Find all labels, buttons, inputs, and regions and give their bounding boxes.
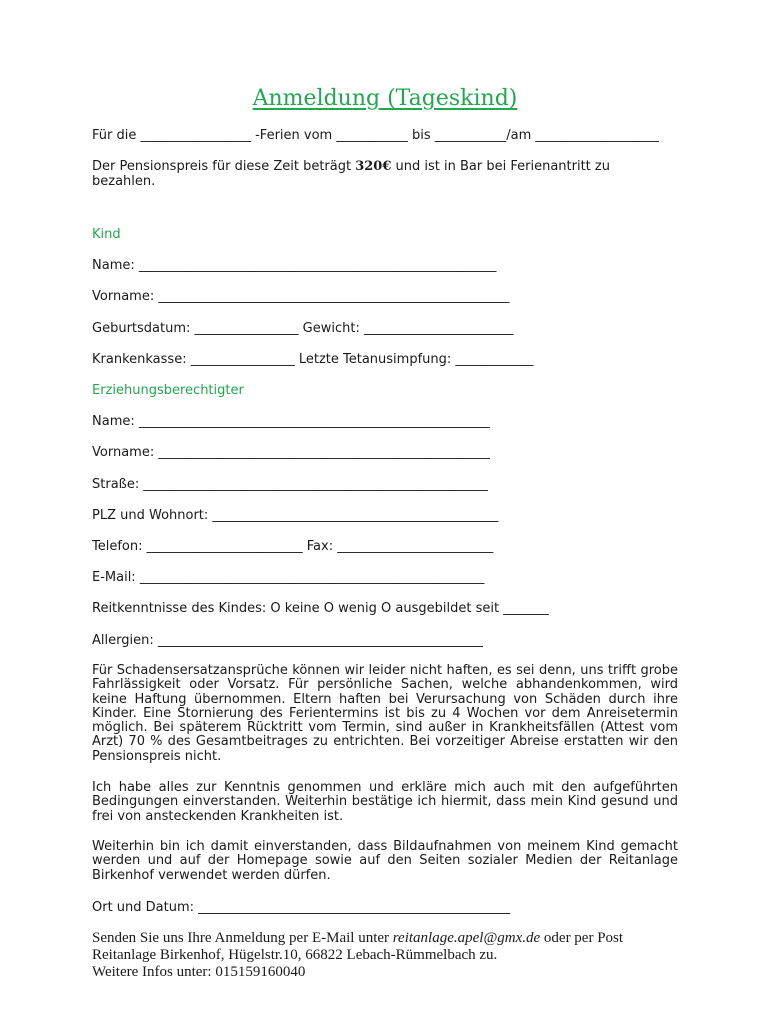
footer-line-1 [92,930,692,947]
ort-datum-field: Ort und Datum: ________________________________________________ [92,900,511,915]
child-name-field: Name: _______________________________________________________ [92,258,497,273]
price-line [92,159,610,174]
guardian-name-field: Name: ______________________________________________________ [92,414,490,429]
child-vorname-field: Vorname: ______________________________________________________ [92,289,510,304]
kenntnis-paragraph: Ich habe alles zur Kenntnis genommen und erkläre mich auch mit den aufgeführten Bedingungen einverstanden. Weiterhin bestätige ich hiermit, dass mein Kind gesund und frei von ansteckenden Krankheiten ist. [92,780,678,824]
reitkenntnisse-field: Reitkenntnisse des Kindes: O keine O wenig O ausgebildet seit _______ [92,601,549,616]
page-title: Anmeldung (Tageskind) [252,86,518,111]
haftung-paragraph: Für Schadensersatzansprüche können wir leider nicht haften, es sei denn, uns trifft grobe Fahrlässigkeit oder Vorsatz. Für persönliche Sachen, welche abhandenkommen, wird keine Haftung übernommen. Eltern haften bei Verursachung von Schäden durch ihre Kinder. Eine Stornierung des Ferientermins ist bis zu 4 Wochen vor dem Anreisetermin möglich. Bei späterem Rücktritt vom Termin, sind außer in Krankheitsfällen (Attest vom Arzt) 70 % des Gesamtbeitrages zu entrichten. Bei vorzeitiger Abreise erstatten wir den Pensionspreis nicht. [92,663,678,764]
footer-text-after: oder per Post [540,930,624,946]
price-amount: 320€ [355,159,392,174]
section-heading-child: Kind [92,227,121,242]
price-text-after: und ist in Bar bei Ferienantritt zu [391,159,610,174]
footer-email-link[interactable]: reitanlage.apel@gmx.de [392,930,541,946]
footer-text-before: Senden Sie uns Ihre Anmeldung per E-Mail unter [92,930,393,946]
footer-line-3: Weitere Infos unter: 015159160040 [92,964,306,980]
guardian-telefon-field: Telefon: ________________________ Fax: ________________________ [92,539,494,554]
footer-line-2: Reitanlage Birkenhof, Hügelstr.10, 66822 Lebach-Rümmelbach zu. [92,947,498,963]
period-line: Für die _________________ -Ferien vom ___________ bis ___________/am ___________________ [92,128,659,143]
guardian-strasse-field: Straße: _____________________________________________________ [92,477,488,492]
allergien-field: Allergien: __________________________________________________ [92,633,483,648]
guardian-email-field: E-Mail: _____________________________________________________ [92,570,485,585]
child-geburtsdatum-field: Geburtsdatum: ________________ Gewicht: _______________________ [92,321,514,336]
price-line-2: bezahlen. [92,174,156,189]
price-text-before: Der Pensionspreis für diese Zeit beträgt [92,159,356,174]
bildaufnahmen-paragraph: Weiterhin bin ich damit einverstanden, dass Bildaufnahmen von meinem Kind gemacht werden und auf der Homepage sowie auf den Seiten sozialer Medien der Reitanlage Birkenhof verwendet werden dürfen. [92,839,678,883]
guardian-vorname-field: Vorname: ___________________________________________________ [92,445,490,460]
section-heading-guardian: Erziehungsberechtigter [92,383,244,398]
child-krankenkasse-field: Krankenkasse: ________________ Letzte Tetanusimpfung: ____________ [92,352,534,367]
guardian-plz-field: PLZ und Wohnort: ____________________________________________ [92,508,499,523]
